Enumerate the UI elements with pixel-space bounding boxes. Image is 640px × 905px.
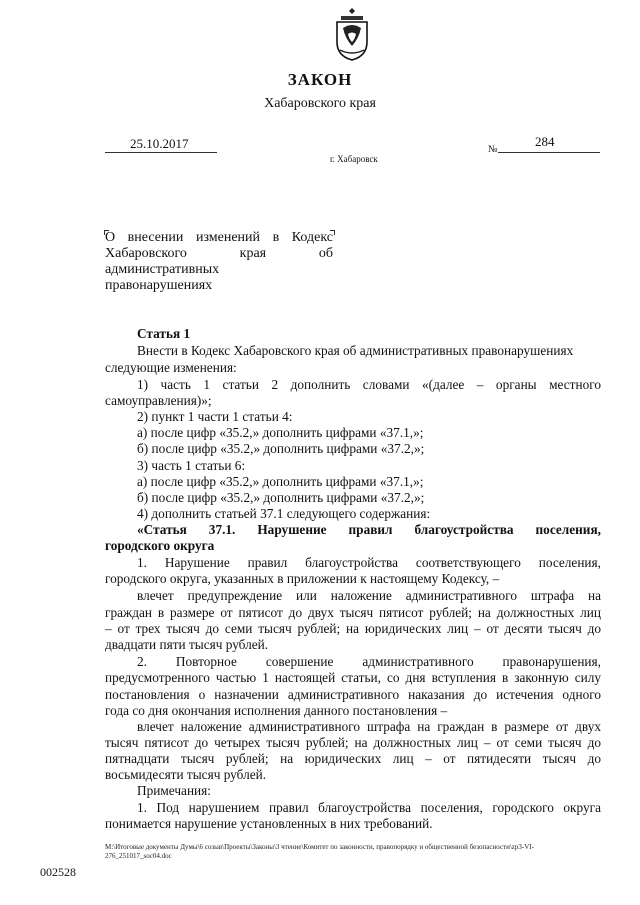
subject-line-3: административных bbox=[105, 262, 220, 277]
article-heading: Статья 1 bbox=[137, 326, 191, 341]
body-line: б) после цифр «35.2,» дополнить цифрами «37.2,»; bbox=[137, 441, 425, 456]
body-line: постановления о назначении административного наказания до истечения одного bbox=[105, 687, 601, 702]
number-underline bbox=[498, 152, 600, 153]
law-title: ЗАКОН bbox=[287, 70, 353, 89]
city-label: г. Хабаровск bbox=[330, 154, 378, 164]
law-subtitle: Хабаровского края bbox=[264, 96, 376, 111]
subject-line-2b: края bbox=[239, 246, 267, 261]
law-number: 284 bbox=[535, 134, 555, 149]
subject-line-2c: об bbox=[318, 246, 333, 261]
number-sign: № bbox=[488, 144, 498, 155]
body-line: тысяч пятисот до четырех тысяч рублей; на должностных лиц – от семи тысяч до bbox=[105, 735, 601, 750]
body-line: двадцати пяти тысяч рублей. bbox=[105, 637, 269, 652]
law-date: 25.10.2017 bbox=[130, 136, 189, 151]
body-line: 2) пункт 1 части 1 статьи 4: bbox=[137, 409, 293, 424]
body-line: б) после цифр «35.2,» дополнить цифрами «37.2,»; bbox=[137, 490, 425, 505]
subject-line-1: О внесении изменений в Кодекс bbox=[105, 230, 333, 245]
body-line: «Статья 37.1. Нарушение правил благоустройства поселения, bbox=[137, 522, 601, 537]
body-line: восьмидесяти тысяч рублей. bbox=[105, 767, 267, 782]
body-line: а) после цифр «35.2,» дополнить цифрами «37.1,»; bbox=[137, 474, 424, 489]
body-line: Примечания: bbox=[137, 783, 211, 798]
body-line: 1) часть 1 статьи 2 дополнить словами «(далее – органы местного bbox=[137, 377, 601, 392]
body-line: 1. Нарушение правил благоустройства соответствующего поселения, bbox=[137, 555, 601, 570]
body-line: самоуправления)»; bbox=[105, 393, 212, 408]
date-underline bbox=[105, 152, 217, 153]
body-line: влечет предупреждение или наложение административного штрафа на bbox=[137, 588, 601, 603]
body-line: 1. Под нарушением правил благоустройства поселения, городского округа bbox=[137, 800, 601, 815]
body-line: Внести в Кодекс Хабаровского края об административных правонарушениях bbox=[137, 343, 574, 358]
body-line: года со дня окончания исполнения данного постановления – bbox=[105, 703, 448, 718]
body-line: предусмотренного частью 1 настоящей статьи, со дня вступления в законную силу bbox=[105, 670, 601, 685]
body-line: следующие изменения: bbox=[105, 360, 237, 375]
body-line: городского округа bbox=[105, 538, 215, 553]
subject-line-2a: Хабаровского bbox=[105, 246, 187, 261]
body-line: 3) часть 1 статьи 6: bbox=[137, 458, 246, 473]
subject-line-2 bbox=[105, 246, 333, 262]
body-line: а) после цифр «35.2,» дополнить цифрами «37.1,»; bbox=[137, 425, 424, 440]
body-line: 4) дополнить статьей 37.1 следующего содержания: bbox=[137, 506, 431, 521]
file-path-line-1: М:\Итоговые документы Думы\6 созыв\Проекты\Законы\3 чтение\Комитет по законности, правопорядку и общественной безопасности\zp3-VI- bbox=[105, 843, 534, 851]
file-path-line-2: 276_251017_soc04.doc bbox=[105, 852, 172, 860]
body-line: – от трех тысяч до семи тысяч рублей; на юридических лиц – от десяти тысяч до bbox=[105, 621, 601, 636]
document-number: 002528 bbox=[40, 865, 76, 879]
body-line: пятнадцати тысяч рублей; на юридических лиц – от пятидесяти тысяч до bbox=[105, 751, 601, 766]
body-line: понимается нарушение установленных в них требований. bbox=[105, 816, 433, 831]
body-line: влечет наложение административного штрафа на граждан в размере от двух bbox=[137, 719, 601, 734]
body-line: городского округа, указанных в приложении к настоящему Кодексу, – bbox=[105, 571, 500, 586]
file-path bbox=[105, 843, 605, 861]
body-line: 2. Повторное совершение административного правонарушения, bbox=[137, 654, 601, 669]
body-line: граждан в размере от пятисот до двух тысяч пятисот рублей; на должностных лиц bbox=[105, 605, 601, 620]
subject-line-4: правонарушениях bbox=[105, 278, 213, 293]
law-subject bbox=[105, 230, 333, 294]
khabarovsk-coat-of-arms-icon bbox=[331, 6, 373, 62]
